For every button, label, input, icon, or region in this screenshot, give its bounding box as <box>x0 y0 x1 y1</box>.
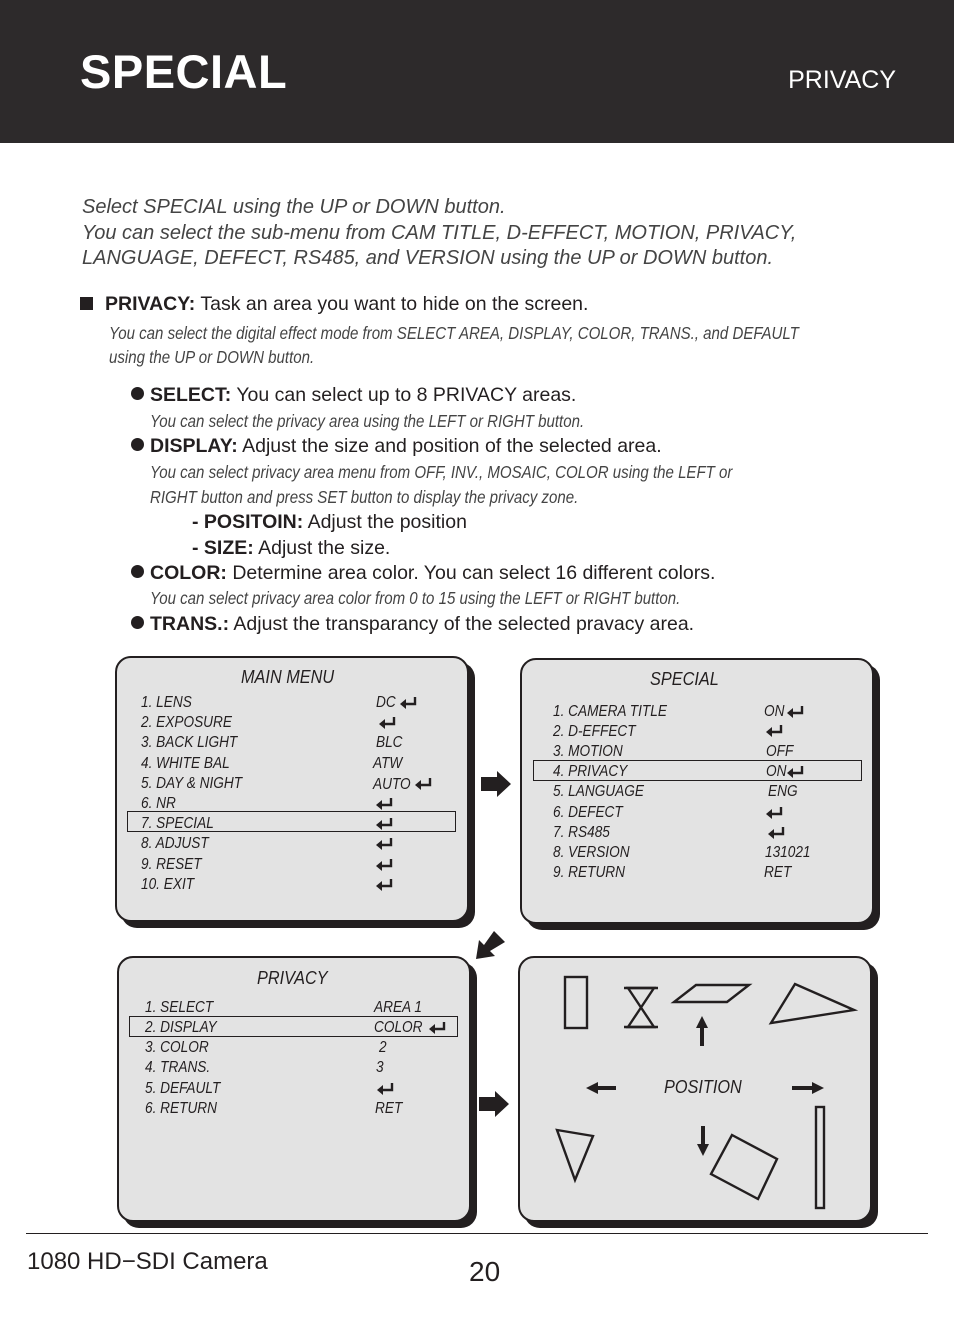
desc-line: You can select the digital effect mode from SELECT AREA, DISPLAY, COLOR, TRANS., and DEFAULT <box>109 323 799 343</box>
enter-icon <box>375 878 395 892</box>
privacy-menu-panel <box>117 956 471 1222</box>
menu-row-value: ATW <box>373 755 403 772</box>
page-title: SPECIAL <box>80 45 288 98</box>
privacy-heading <box>105 293 588 316</box>
bullet-icon <box>131 387 144 400</box>
menu-row-value: 3 <box>376 1059 384 1076</box>
bullet-icon <box>131 616 144 629</box>
enter-icon <box>767 826 787 840</box>
menu-row-label: 6. RETURN <box>145 1100 218 1117</box>
item-label: DISPLAY: <box>150 435 238 457</box>
menu-row-label: 2. EXPOSURE <box>141 714 232 731</box>
menu-row-label: 6. DEFECT <box>553 804 623 821</box>
menu-row-value: AREA 1 <box>374 999 423 1016</box>
menu-row-label: 5. DEFAULT <box>145 1080 221 1097</box>
menu-row-label: 5. DAY & NIGHT <box>141 775 243 792</box>
enter-icon <box>399 696 419 710</box>
menu-row-label: 7. SPECIAL <box>141 815 214 832</box>
item-label: - SIZE: <box>192 537 254 559</box>
menu-row-value: RET <box>764 864 792 881</box>
item-text: Adjust the transparancy of the selected pravacy area. <box>229 613 695 635</box>
desc-line: using the UP or DOWN button. <box>109 347 315 367</box>
menu-row-value: AUTO <box>373 776 411 793</box>
special-menu-panel <box>520 658 874 924</box>
menu-row-label: 8. VERSION <box>553 844 630 861</box>
privacy-shapes-diagram <box>520 958 870 1220</box>
menu-row-label: 2. D-EFFECT <box>553 723 636 740</box>
panel-title: PRIVACY <box>257 967 328 988</box>
square-bullet-icon <box>80 297 93 310</box>
privacy-description <box>109 321 799 369</box>
menu-row-value: ENG <box>768 783 798 800</box>
display-item <box>131 435 662 458</box>
menu-row-label: 8. ADJUST <box>141 835 209 852</box>
enter-icon <box>375 817 395 831</box>
bullet-icon <box>131 438 144 451</box>
panel-title: POSITION <box>664 1076 742 1097</box>
enter-icon <box>414 777 434 791</box>
arrow-down-left-icon <box>472 928 508 962</box>
item-text: Adjust the size. <box>253 537 391 559</box>
select-sub: You can select the privacy area using the LEFT or RIGHT button. <box>150 411 585 431</box>
menu-row-label: 9. RESET <box>141 856 202 873</box>
menu-row-value: 131021 <box>765 844 811 861</box>
enter-icon <box>765 806 785 820</box>
menu-row-label: 6. NR <box>141 795 176 812</box>
menu-row-value: COLOR <box>374 1019 423 1036</box>
menu-row-value: ON <box>766 763 787 780</box>
item-label: - POSITOIN: <box>192 511 304 533</box>
panel-title: MAIN MENU <box>241 666 335 687</box>
menu-row-label: 2. DISPLAY <box>145 1019 217 1036</box>
panel-title: SPECIAL <box>650 668 719 689</box>
menu-row-label: 3. MOTION <box>553 743 623 760</box>
item-text: Adjust the size and position of the selected area. <box>237 435 662 457</box>
display-sub: You can select privacy area menu from OFF, INV., MOSAIC, COLOR using the LEFT or <box>150 462 733 482</box>
menu-row-value: DC <box>376 694 396 711</box>
size-item <box>192 537 390 560</box>
footer-divider <box>26 1233 928 1234</box>
enter-icon <box>376 1082 396 1096</box>
item-text: Determine area color. You can select 16 different colors. <box>226 562 716 584</box>
select-item <box>131 384 576 407</box>
menu-row-label: 3. COLOR <box>145 1039 209 1056</box>
item-label: SELECT: <box>150 384 232 406</box>
item-text: You can select up to 8 PRIVACY areas. <box>231 384 577 406</box>
bullet-icon <box>131 565 144 578</box>
position-shapes-panel <box>518 956 872 1222</box>
menu-row-value: 2 <box>379 1039 387 1056</box>
intro-text <box>82 195 796 272</box>
intro-line: You can select the sub-menu from CAM TITLE, D-EFFECT, MOTION, PRIVACY, <box>82 221 797 244</box>
menu-row-label: 10. EXIT <box>141 876 195 893</box>
enter-icon <box>375 797 395 811</box>
menu-row-label: 1. SELECT <box>145 999 214 1016</box>
page-number: 20 <box>469 1256 501 1287</box>
item-text: Adjust the position <box>303 511 467 533</box>
menu-row-label: 5. LANGUAGE <box>553 783 644 800</box>
trans-item <box>131 613 694 636</box>
main-menu-panel <box>115 656 469 922</box>
enter-icon <box>375 837 395 851</box>
enter-icon <box>378 716 398 730</box>
menu-row-label: 4. WHITE BAL <box>141 755 230 772</box>
privacy-text: Task an area you want to hide on the screen. <box>195 293 589 315</box>
enter-icon <box>428 1021 448 1035</box>
menu-row-label: 4. TRANS. <box>145 1059 211 1076</box>
intro-line: Select SPECIAL using the UP or DOWN button. <box>82 196 506 218</box>
footer-product: 1080 HD−SDI Camera <box>27 1248 268 1275</box>
color-item <box>131 562 715 585</box>
item-label: COLOR: <box>150 562 227 584</box>
color-sub: You can select privacy area color from 0 to 15 using the LEFT or RIGHT button. <box>150 588 681 608</box>
arrow-right-icon <box>480 770 513 798</box>
enter-icon <box>765 724 785 738</box>
menu-row-value: ON <box>764 703 785 720</box>
menu-row-label: 3. BACK LIGHT <box>141 734 238 751</box>
arrow-right-icon <box>478 1090 511 1118</box>
menu-row-value: BLC <box>376 734 403 751</box>
section-title: PRIVACY <box>788 66 896 94</box>
enter-icon <box>786 765 806 779</box>
intro-line: LANGUAGE, DEFECT, RS485, and VERSION using the UP or DOWN button. <box>82 247 774 269</box>
display-sub: RIGHT button and press SET button to display the privacy zone. <box>150 487 579 507</box>
enter-icon <box>786 705 806 719</box>
menu-row-label: 1. LENS <box>141 694 192 711</box>
menu-row-label: 4. PRIVACY <box>553 763 628 780</box>
privacy-label: PRIVACY: <box>105 293 196 315</box>
menu-row-label: 7. RS485 <box>553 824 610 841</box>
page-header <box>0 0 954 143</box>
menu-row-value: OFF <box>766 743 794 760</box>
item-label: TRANS.: <box>150 613 230 635</box>
position-item <box>192 511 467 534</box>
menu-row-value: RET <box>375 1100 403 1117</box>
menu-row-label: 9. RETURN <box>553 864 626 881</box>
menu-row-label: 1. CAMERA TITLE <box>553 703 667 720</box>
enter-icon <box>375 858 395 872</box>
